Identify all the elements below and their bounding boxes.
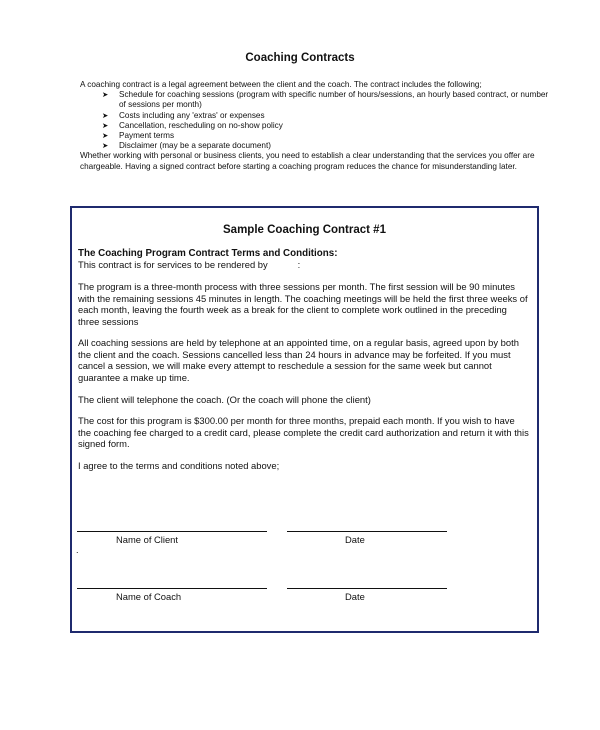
arrow-bullet-icon: ➤: [102, 141, 109, 151]
coach-date-label: Date: [345, 591, 365, 602]
client-date-label: Date: [345, 534, 365, 545]
list-item: ➤ Costs including any 'extras' or expenses: [102, 110, 265, 120]
coach-date-line[interactable]: [287, 588, 447, 589]
arrow-bullet-icon: ➤: [102, 110, 109, 120]
coach-signature-line[interactable]: [77, 588, 267, 589]
contract-title: Sample Coaching Contract #1: [223, 224, 386, 236]
sample-contract-box: [70, 206, 539, 633]
list-item: ➤ Disclaimer (may be a separate document): [102, 141, 271, 151]
agreement-statement: I agree to the terms and conditions noted above;: [78, 460, 280, 472]
contract-includes-list: [80, 90, 550, 151]
separator-dot: .: [76, 545, 79, 555]
client-date-line[interactable]: [287, 531, 447, 532]
client-signature-line[interactable]: [77, 531, 267, 532]
services-line: This contract is for services to be rendered by :: [78, 259, 301, 271]
intro-closing: Whether working with personal or business clients, you need to establish a clear understanding that the services you offer are chargeable. Having a signed contract before starting a coaching program reduces the chance for misunderstanding later.: [80, 151, 535, 171]
client-name-label: Name of Client: [116, 534, 179, 545]
program-paragraph: The program is a three-month process with three sessions per month. The first session will be 90 minutes with the remaining sessions 45 minutes in length. The coaching meetings will be held the first three weeks of each month, leaving the fourth week as a break for the client to complete work outlined in the preceding three sessions: [78, 281, 528, 327]
contract-body: [78, 248, 530, 482]
list-item: ➤ Payment terms: [102, 131, 175, 141]
sessions-paragraph: All coaching sessions are held by telephone at an appointed time, on a regular basis, agreed upon by both the client and the coach. Sessions cancelled less than 24 hours in advance may be forfeited. If you must cancel a session, we will make every attempt to reschedule a session for the same week but cannot guarantee a make up time.: [78, 337, 519, 383]
terms-heading: The Coaching Program Contract Terms and Conditions:: [78, 248, 338, 259]
list-item: ➤ Cancellation, rescheduling on no-show policy: [102, 120, 283, 130]
cost-paragraph: The cost for this program is $300.00 per month for three months, prepaid each month. If you wish to have the coaching fee charged to a credit card, please complete the credit card authorization and return it with this signed form.: [78, 415, 529, 450]
arrow-bullet-icon: ➤: [102, 120, 109, 130]
telephone-paragraph: The client will telephone the coach. (Or the coach will phone the client): [78, 393, 371, 405]
arrow-bullet-icon: ➤: [102, 90, 109, 100]
intro-section: [80, 80, 550, 172]
coach-name-label: Name of Coach: [116, 591, 182, 602]
document-title: Coaching Contracts: [245, 52, 355, 64]
list-item: ➤ Schedule for coaching sessions (program with specific number of hours/sessions, an hourly based contract, or number of sessions per month): [102, 90, 549, 110]
intro-lead: A coaching contract is a legal agreement between the client and the coach. The contract includes the following;: [80, 80, 482, 89]
arrow-bullet-icon: ➤: [102, 131, 109, 141]
